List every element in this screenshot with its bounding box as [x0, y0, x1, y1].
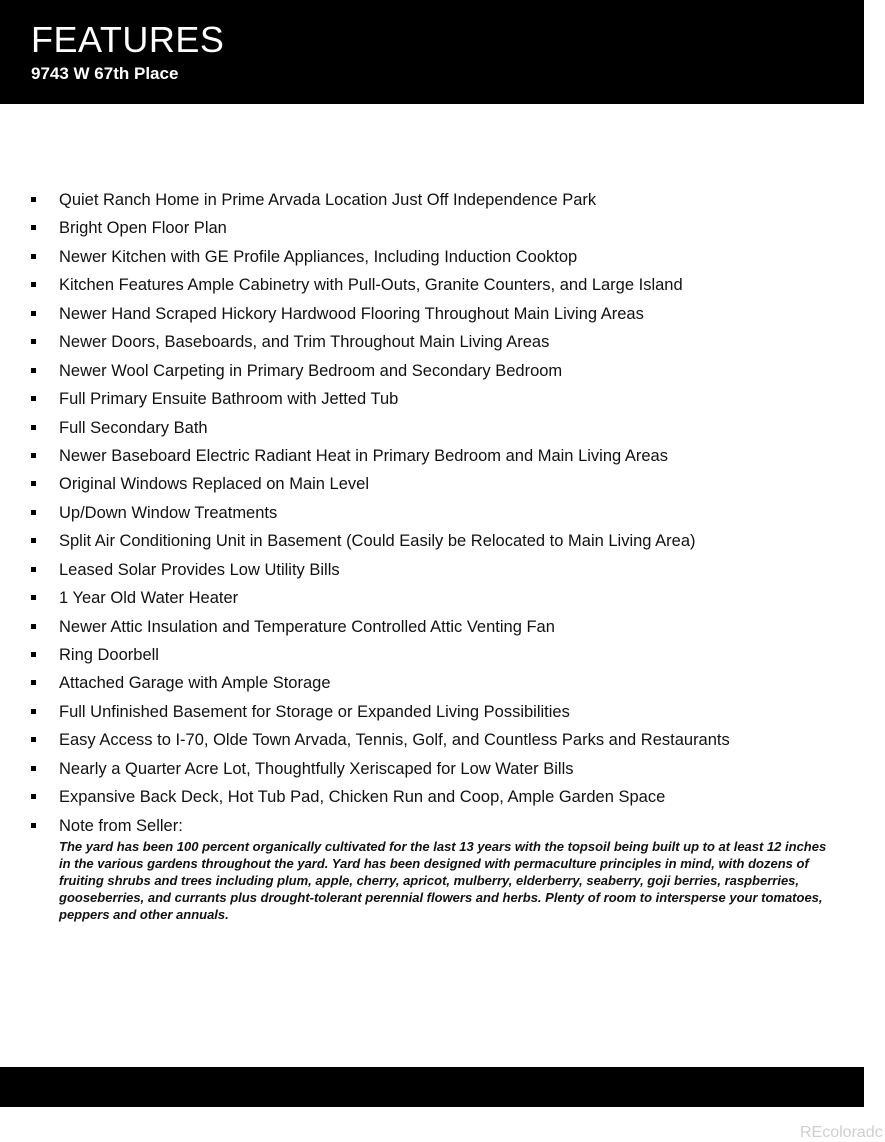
square-bullet-icon — [31, 282, 36, 287]
header-bar — [0, 0, 864, 104]
feature-item — [0, 726, 860, 754]
feature-text: Up/Down Window Treatments — [59, 503, 278, 522]
square-bullet-icon — [31, 225, 36, 230]
footer-bar — [0, 1067, 864, 1107]
square-bullet-icon — [31, 567, 36, 572]
feature-text: Easy Access to I-70, Olde Town Arvada, Tennis, Golf, and Countless Parks and Restaurants — [59, 731, 730, 750]
feature-text: Attached Garage with Ample Storage — [59, 674, 331, 693]
feature-item — [0, 357, 860, 385]
feature-text: Ring Doorbell — [59, 646, 159, 664]
feature-item — [0, 385, 860, 413]
square-bullet-icon — [31, 538, 36, 543]
feature-text: Original Windows Replaced on Main Level — [59, 475, 369, 494]
feature-item — [0, 613, 860, 641]
square-bullet-icon — [31, 453, 36, 458]
square-bullet-icon — [31, 823, 36, 828]
square-bullet-icon — [31, 766, 36, 771]
feature-text: Full Secondary Bath — [59, 418, 208, 437]
feature-text: Full Unfinished Basement for Storage or Expanded Living Possibilities — [59, 702, 570, 721]
square-bullet-icon — [31, 709, 36, 714]
square-bullet-icon — [31, 510, 36, 515]
feature-item — [0, 271, 860, 299]
feature-item — [0, 300, 860, 328]
feature-item-seller-note — [0, 812, 860, 840]
square-bullet-icon — [31, 339, 36, 344]
feature-item — [0, 442, 860, 470]
feature-item — [0, 243, 860, 271]
feature-item — [0, 698, 860, 726]
square-bullet-icon — [31, 737, 36, 742]
feature-text: Leased Solar Provides Low Utility Bills — [59, 560, 340, 579]
feature-item — [0, 584, 860, 612]
square-bullet-icon — [31, 425, 36, 430]
square-bullet-icon — [31, 254, 36, 259]
feature-text: Full Primary Ensuite Bathroom with Jetted Tub — [59, 390, 399, 409]
square-bullet-icon — [31, 624, 36, 629]
page-title: FEATURES — [31, 19, 225, 60]
square-bullet-icon — [31, 680, 36, 685]
feature-text: Kitchen Features Ample Cabinetry with Pull-Outs, Granite Counters, and Large Island — [59, 276, 683, 295]
feature-item — [0, 470, 860, 498]
feature-item — [0, 186, 860, 214]
feature-item — [0, 641, 860, 669]
feature-item — [0, 783, 860, 811]
seller-note-text: The yard has been 100 percent organically cultivated for the last 13 years with the topsoil being built up to at least 12 inches in the various gardens throughout the yard. Yard has been designed with permaculture principles in mind, with dozens of fruiting shrubs and trees including plum, apple, cherry, apricot, mulberry, elderberry, seaberry, goji berries, raspberries, gooseberries, and currants plus drought-tolerant perennial flowers and herbs. Plenty of room to intersperse your tomatoes, peppers and other annuals. — [59, 839, 827, 922]
square-bullet-icon — [31, 652, 36, 657]
feature-item — [0, 755, 860, 783]
watermark-logo-text: REcoloradc — [800, 1124, 883, 1141]
feature-item — [0, 527, 860, 555]
feature-item — [0, 556, 860, 584]
feature-text: Bright Open Floor Plan — [59, 219, 227, 238]
feature-item — [0, 499, 860, 527]
feature-text: Newer Attic Insulation and Temperature Controlled Attic Venting Fan — [59, 617, 555, 636]
features-list — [0, 186, 860, 840]
feature-text: Newer Baseboard Electric Radiant Heat in Primary Bedroom and Main Living Areas — [59, 446, 668, 465]
feature-text: Note from Seller: — [59, 816, 183, 835]
square-bullet-icon — [31, 595, 36, 600]
feature-text: Newer Wool Carpeting in Primary Bedroom and Secondary Bedroom — [59, 361, 563, 380]
feature-item — [0, 214, 860, 242]
square-bullet-icon — [31, 197, 36, 202]
property-address: 9743 W 67th Place — [31, 64, 179, 83]
square-bullet-icon — [31, 794, 36, 799]
square-bullet-icon — [31, 368, 36, 373]
feature-text: Quiet Ranch Home in Prime Arvada Location Just Off Independence Park — [59, 191, 597, 209]
feature-text: Split Air Conditioning Unit in Basement (Could Easily be Relocated to Main Living Area) — [59, 532, 696, 551]
feature-text: Newer Hand Scraped Hickory Hardwood Flooring Throughout Main Living Areas — [59, 304, 644, 323]
feature-item — [0, 328, 860, 356]
square-bullet-icon — [31, 311, 36, 316]
feature-text: Newer Doors, Baseboards, and Trim Throughout Main Living Areas — [59, 333, 550, 352]
feature-text: Newer Kitchen with GE Profile Appliances, Including Induction Cooktop — [59, 247, 578, 266]
feature-item — [0, 414, 860, 442]
feature-text: Nearly a Quarter Acre Lot, Thoughtfully Xeriscaped for Low Water Bills — [59, 759, 574, 778]
feature-item — [0, 669, 860, 697]
feature-text: 1 Year Old Water Heater — [59, 589, 239, 608]
square-bullet-icon — [31, 481, 36, 486]
feature-text: Expansive Back Deck, Hot Tub Pad, Chicken Run and Coop, Ample Garden Space — [59, 788, 666, 807]
square-bullet-icon — [31, 396, 36, 401]
